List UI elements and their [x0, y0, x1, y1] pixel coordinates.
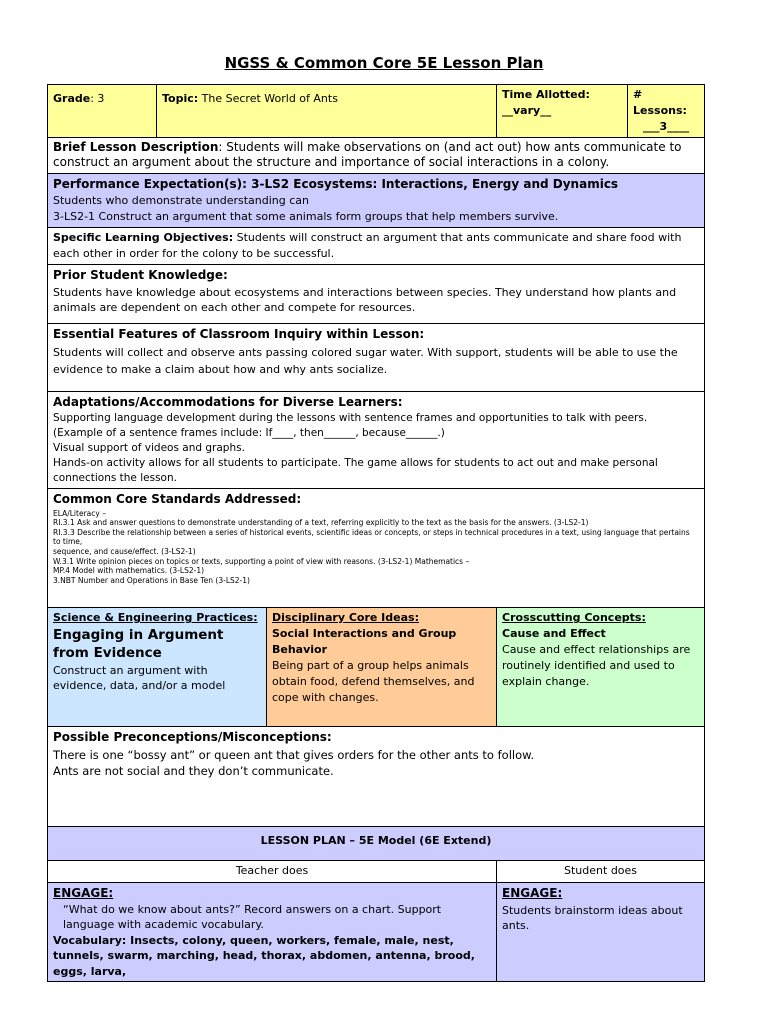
practices-text: Construct an argument with evidence, data, and/or a model — [53, 663, 226, 693]
student-does-head: Student does — [497, 861, 705, 883]
teacher-does-head: Teacher does — [48, 861, 497, 883]
objectives-label: Specific Learning Objectives: — [53, 231, 234, 245]
crosscutting-cell — [497, 608, 705, 727]
performance-line-2: 3-LS2-1 Construct an argument that some animals form groups that help members survive. — [53, 210, 559, 224]
crosscutting-title: Cause and Effect — [502, 627, 606, 641]
vocabulary-text: Vocabulary: Insects, colony, queen, workers, female, male, nest, tunnels, swarm, marching, head, thorax, abdomen, antenna, brood, eggs, larva, — [53, 933, 475, 978]
lesson-plan-title: LESSON PLAN – 5E Model (6E Extend) — [48, 827, 705, 861]
page-title: NGSS & Common Core 5E Lesson Plan — [224, 54, 544, 72]
teacher-engage-cell — [48, 883, 497, 982]
grade-label: Grade — [53, 92, 91, 105]
misconceptions-line-2: Ants are not social and they don’t communicate. — [53, 764, 334, 779]
performance-expectation-cell — [48, 174, 705, 228]
brief-text: : Students will make observations on (and act out) how ants communicate to construct an argument about the structure and importance of social interactions in a colony. — [53, 139, 682, 170]
grade-value: : 3 — [90, 92, 105, 105]
objectives-text: Students will construct an argument that ants communicate and share food with each other in order for the colony to be successful. — [53, 231, 682, 261]
topic-value: The Secret World of Ants — [201, 92, 338, 105]
time-cell — [497, 85, 628, 138]
common-core-line: W.3.1 Write opinion pieces on topics or texts, supporting a point of view with reasons. (3-LS2-1) Mathematics – — [53, 556, 470, 566]
misconceptions-label: Possible Preconceptions/Misconceptions: — [53, 730, 332, 745]
student-engage-label: ENGAGE: — [502, 886, 563, 901]
common-core-label: Common Core Standards Addressed: — [53, 492, 302, 507]
crosscutting-text: Cause and effect relationships are routinely identified and used to explain change. — [502, 643, 691, 688]
core-ideas-cell — [267, 608, 497, 727]
common-core-line: RI.3.3 Describe the relationship between a series of historical events, scientific ideas or concepts, or steps in technical procedures in a text, using language that pertains to time, — [53, 527, 690, 547]
adaptations-line-2: Visual support of videos and graphs. — [53, 441, 245, 454]
prior-text: Students have knowledge about ecosystems and interactions between species. They understand how plants and animals are dependent on each other and compete for resources. — [53, 285, 677, 315]
lessons-cell — [628, 85, 705, 138]
time-value: __vary__ — [502, 103, 552, 117]
student-engage-text: Students brainstorm ideas about ants. — [502, 903, 683, 933]
common-core-line: MP.4 Model with mathematics. (3-LS2-1) — [53, 566, 205, 576]
prior-label: Prior Student Knowledge: — [53, 268, 228, 283]
topic-cell — [157, 85, 497, 138]
adaptations-label: Adaptations/Accommodations for Diverse Learners: — [53, 395, 403, 410]
practices-label: Science & Engineering Practices: — [53, 611, 258, 625]
crosscutting-label: Crosscutting Concepts: — [502, 611, 646, 625]
misconceptions-line-1: There is one “bossy ant” or queen ant that gives orders for the other ants to follow. — [53, 747, 535, 762]
common-core-line: RI.3.1 Ask and answer questions to demonstrate understanding of a text, referring explicitly to the text as the basis for the answers. (3-LS2-1) — [53, 518, 589, 528]
prior-knowledge-cell — [48, 265, 705, 324]
brief-description-cell — [48, 137, 705, 173]
performance-line-1: Students who demonstrate understanding can — [53, 194, 309, 208]
teacher-engage-text: “What do we know about ants?” Record answers on a chart. Support language with academic vocabulary. — [63, 902, 442, 932]
adaptations-line-3: Hands-on activity allows for all students to participate. The game allows for students to act out and make personal connections the lesson. — [53, 456, 658, 484]
student-engage-cell — [497, 883, 705, 982]
lessons-label: # Lessons: — [633, 88, 687, 117]
topic-label: Topic: — [162, 92, 199, 105]
core-ideas-text: Being part of a group helps animals obtain food, defend themselves, and cope with changes. — [272, 658, 475, 704]
inquiry-cell — [48, 324, 705, 392]
practices-cell — [48, 608, 267, 727]
time-label: Time Allotted: — [502, 88, 590, 101]
common-core-line: 3.NBT Number and Operations in Base Ten (3-LS2-1) — [53, 575, 250, 585]
teacher-engage-label: ENGAGE: — [53, 886, 114, 901]
common-core-line: sequence, and cause/effect. (3-LS2-1) — [53, 546, 196, 556]
practices-title: Engaging in Argument from Evidence — [53, 627, 224, 662]
core-ideas-title: Social Interactions and Group Behavior — [272, 627, 457, 657]
lessons-value: ___3____ — [642, 119, 690, 133]
common-core-cell — [48, 489, 705, 608]
inquiry-text: Students will collect and observe ants passing colored sugar water. With support, students will be able to use the evidence to make a claim about how and why ants socialize. — [53, 345, 678, 377]
lesson-plan-table — [47, 84, 705, 982]
grade-cell — [48, 85, 157, 138]
inquiry-label: Essential Features of Classroom Inquiry within Lesson: — [53, 327, 425, 342]
objectives-cell — [48, 228, 705, 265]
misconceptions-cell — [48, 727, 705, 827]
brief-label: Brief Lesson Description — [53, 139, 219, 154]
performance-heading: Performance Expectation(s): 3-LS2 Ecosystems: Interactions, Energy and Dynamics — [53, 177, 619, 191]
common-core-line: ELA/Literacy – — [53, 508, 106, 518]
adaptations-line-1: Supporting language development during the lessons with sentence frames and opportunities to talk with peers. (Example of a sentence frames include: If____, then______, because______.) — [53, 412, 648, 440]
adaptations-cell — [48, 392, 705, 489]
core-ideas-label: Disciplinary Core Ideas: — [272, 611, 419, 625]
